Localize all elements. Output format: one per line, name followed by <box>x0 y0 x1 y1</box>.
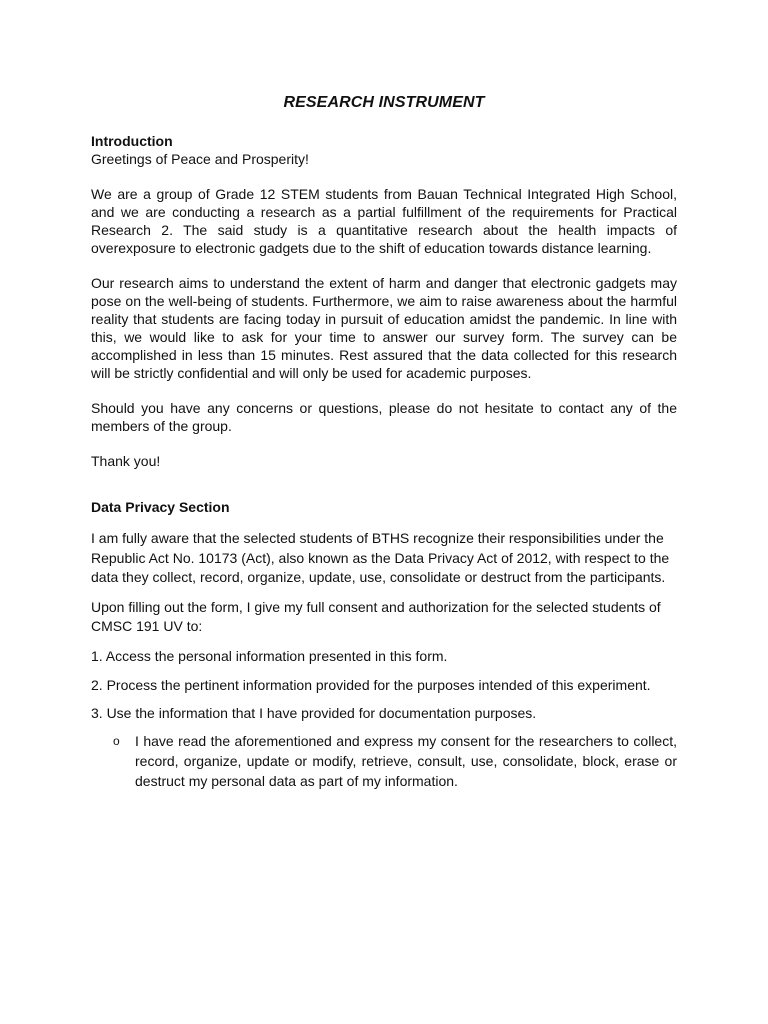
document-title: RESEARCH INSTRUMENT <box>283 94 485 111</box>
data-privacy-heading: Data Privacy Section <box>91 499 230 515</box>
consent-text: I have read the aforementioned and express my consent for the researchers to collect, record, organize, update or modify, retrieve, consult, use, consolidate, block, erase or destruct my personal data as part of my information. <box>135 733 677 789</box>
data-privacy-paragraph-1: I am fully aware that the selected students of BTHS recognize their responsibilities under the Republic Act No. 10173 (Act), also known as the Data Privacy Act of 2012, with respect to the data they collect, record, organize, update, use, consolidate or destruct from the participants. <box>91 530 670 585</box>
list-item: 1. Access the personal information presented in this form. <box>91 647 448 664</box>
consent-statement <box>91 731 677 791</box>
list-item: 3. Use the information that I have provided for documentation purposes. <box>91 704 537 721</box>
intro-paragraph-1: We are a group of Grade 12 STEM students from Bauan Technical Integrated High School, and we are conducting a research as a partial fulfillment of the requirements for Practical Research 2. The said study is a quantitative research about the health impacts of overexposure to electronic gadgets due to the shift of education towards distance learning. <box>91 186 677 256</box>
data-privacy-section <box>91 498 677 791</box>
introduction-section <box>91 132 677 470</box>
greeting-text: Greetings of Peace and Prosperity! <box>91 151 309 167</box>
list-item: 2. Process the pertinent information provided for the purposes intended of this experiment. <box>91 677 651 693</box>
intro-paragraph-2: Our research aims to understand the extent of harm and danger that electronic gadgets may pose on the well-being of students. Furthermore, we aim to raise awareness about the harmful reality that students are facing today in pursuit of education amidst the pandemic. In line with this, we would like to ask for your time to answer our survey form. The survey can be accomplished in less than 15 minutes. Rest assured that the data collected for this research will be strictly confidential and will only be used for academic purposes. <box>91 275 677 381</box>
introduction-heading: Introduction <box>91 133 173 149</box>
closing-text: Thank you! <box>91 453 161 469</box>
bullet-icon: o <box>113 734 120 748</box>
intro-paragraph-3: Should you have any concerns or questions, please do not hesitate to contact any of the members of the group. <box>91 400 677 434</box>
data-privacy-paragraph-2: Upon filling out the form, I give my full consent and authorization for the selected students of CMSC 191 UV to: <box>91 598 661 634</box>
